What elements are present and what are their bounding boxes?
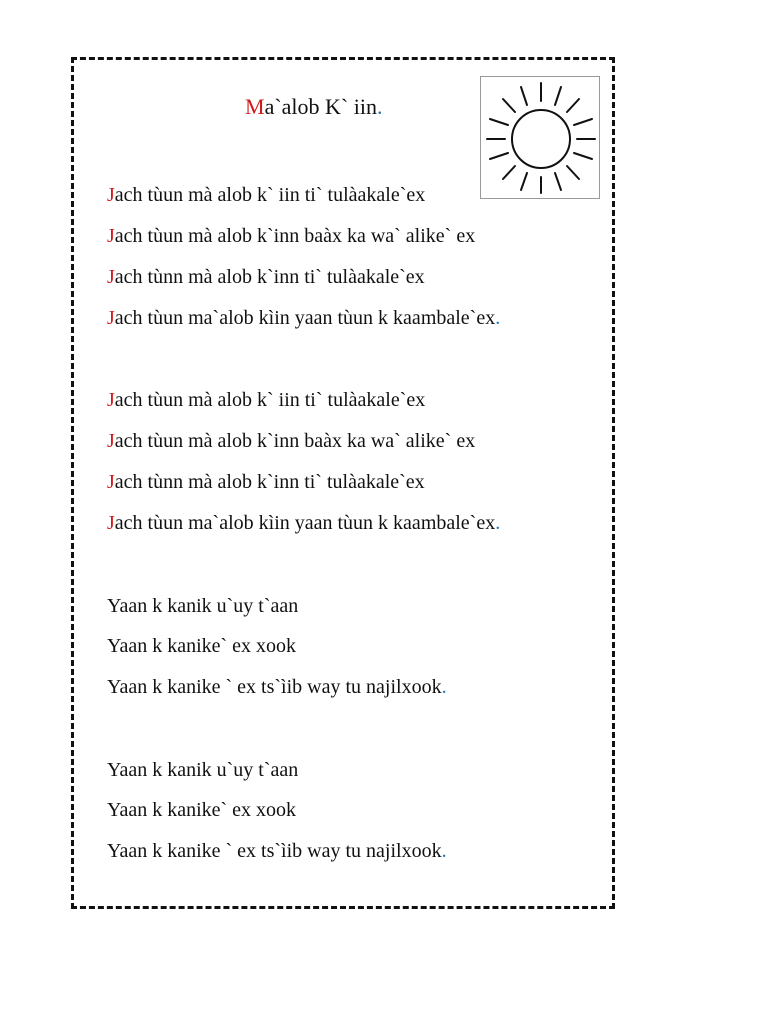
line-initial: J: [107, 430, 115, 452]
stanza3-line-1: [107, 593, 298, 619]
line-text: ach tùnn mà alob k`inn ti` tulàakale`ex: [114, 471, 425, 493]
title-initial: M: [245, 94, 265, 119]
line-text: ach tùun ma`alob kìin yaan tùun k kaambale`ex: [114, 512, 496, 534]
stanza4-line-3: [107, 838, 447, 864]
stanza4-line-2: [107, 797, 296, 823]
line-text: ach tùun mà alob k` iin ti` tulàakale`ex: [114, 389, 426, 411]
stanza1-line-1: [107, 182, 425, 208]
line-text: ach tùnn mà alob k`inn ti` tulàakale`ex: [114, 266, 425, 288]
line-text: ach tùun mà alob k`inn baàx ka wa` alike` ex: [114, 430, 476, 452]
line-text: ach tùun mà alob k` iin ti` tulàakale`ex: [114, 184, 426, 206]
title-dot: .: [376, 94, 383, 119]
stanza1-line-4: [107, 305, 500, 331]
sun-illustration: [480, 76, 600, 199]
line-text: Yaan k kanik u`uy t`aan: [107, 595, 299, 617]
line-text: Yaan k kanike` ex xook: [107, 799, 297, 821]
line-initial: J: [107, 512, 115, 534]
line-text: Yaan k kanike` ex xook: [107, 635, 297, 657]
stanza1-line-2: [107, 223, 475, 249]
line-text: Yaan k kanik u`uy t`aan: [107, 759, 299, 781]
line-text: ach tùun mà alob k`inn baàx ka wa` alike` ex: [114, 225, 476, 247]
line-initial: J: [107, 307, 115, 329]
line-initial: J: [107, 389, 115, 411]
line-text: Yaan k kanike ` ex ts`ìib way tu najilxook: [107, 676, 442, 698]
line-initial: J: [107, 184, 115, 206]
line-dot: .: [495, 307, 501, 329]
line-initial: J: [107, 225, 115, 247]
line-dot: .: [441, 840, 447, 862]
stanza2-line-3: [107, 469, 425, 495]
line-text: Yaan k kanike ` ex ts`ìib way tu najilxook: [107, 840, 442, 862]
stanza2-line-4: [107, 510, 500, 536]
title-text: a`alob K` iin: [264, 94, 377, 119]
stanza2-line-2: [107, 428, 475, 454]
line-initial: J: [107, 266, 115, 288]
line-dot: .: [441, 676, 447, 698]
stanza4-line-1: [107, 757, 298, 783]
line-initial: J: [107, 471, 115, 493]
stanza3-line-2: [107, 633, 296, 659]
stanza2-line-1: [107, 387, 425, 413]
stanza1-line-3: [107, 264, 425, 290]
stanza3-line-3: [107, 674, 447, 700]
sun-icon: [481, 77, 599, 198]
line-text: ach tùun ma`alob kìin yaan tùun k kaambale`ex: [114, 307, 496, 329]
poem-title: [245, 93, 382, 121]
line-dot: .: [495, 512, 501, 534]
